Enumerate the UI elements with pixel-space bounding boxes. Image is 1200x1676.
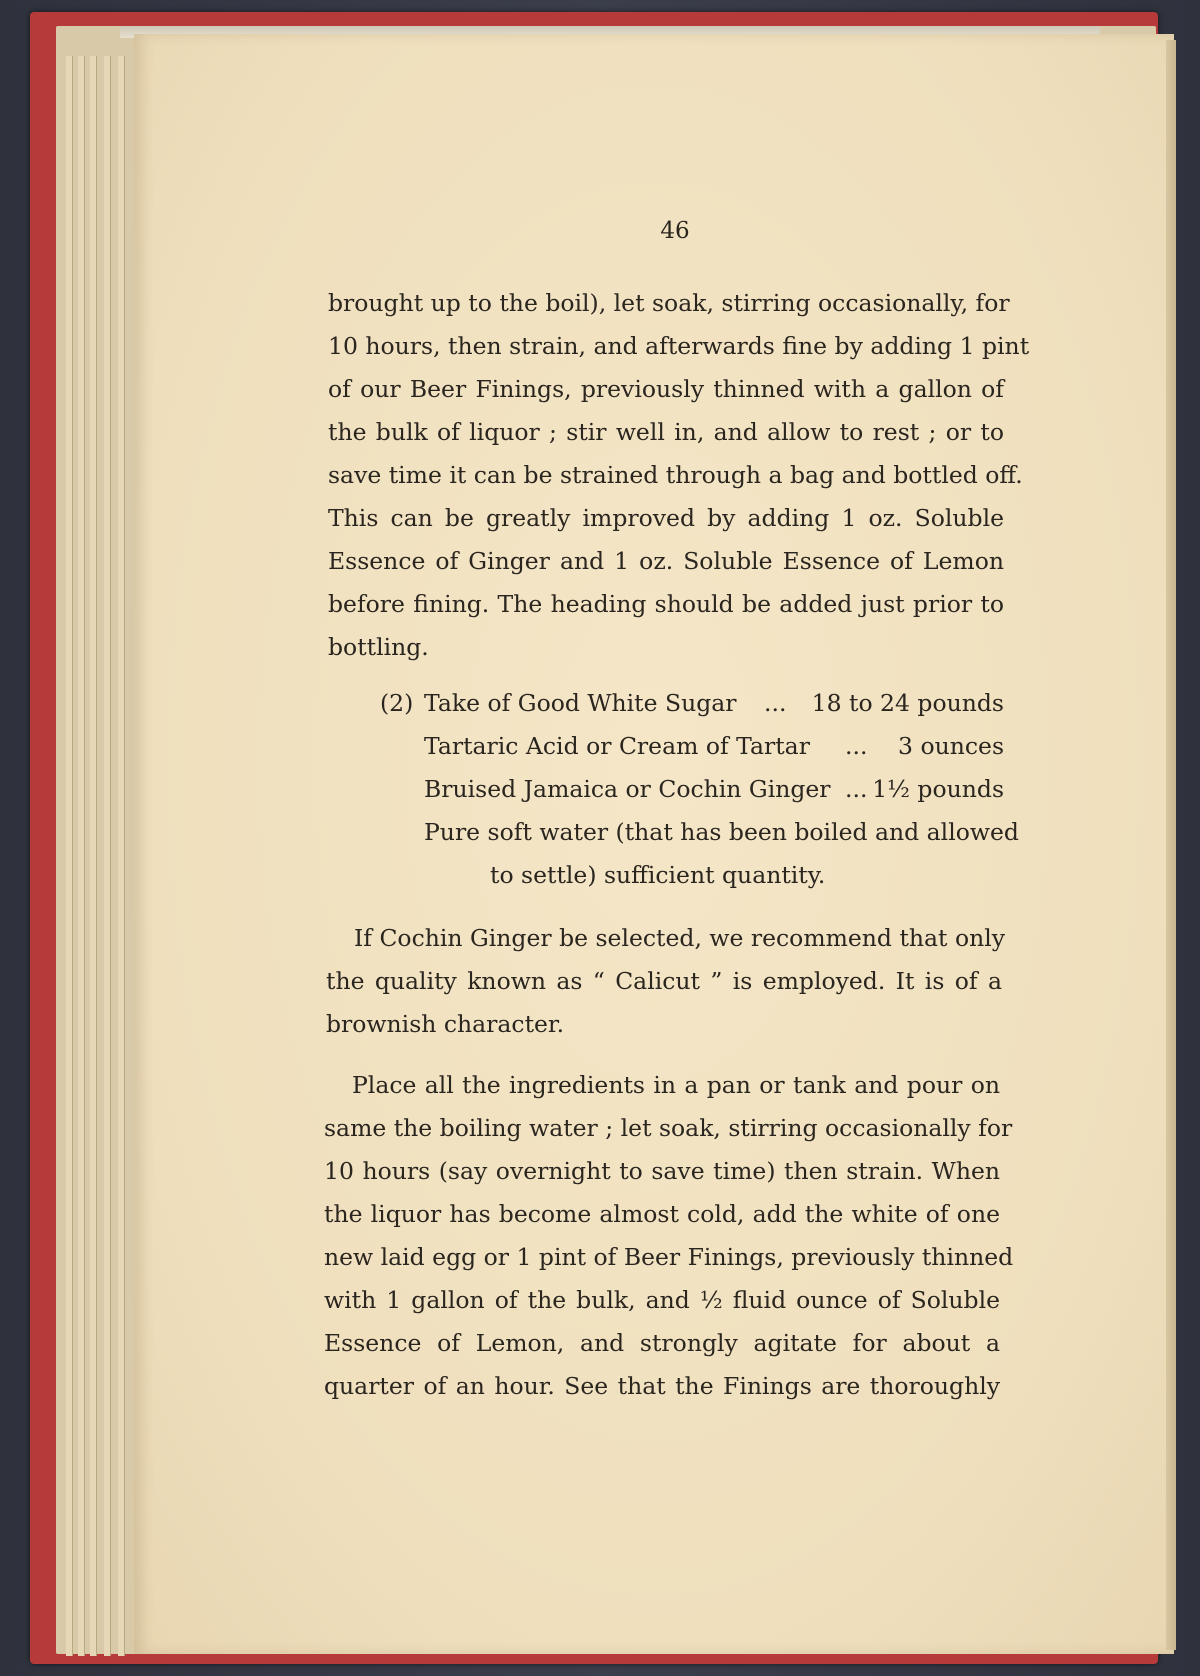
ingredient-amount: 18 to 24 pounds <box>811 689 1004 717</box>
text-line: the quality known as “ Calicut ” is employed. It is of a <box>326 967 1002 995</box>
ingredient-name: Bruised Jamaica or Cochin Ginger <box>424 775 831 803</box>
water-line: Pure soft water (that has been boiled and allowed <box>424 818 1019 846</box>
leaf-edge <box>118 56 125 1656</box>
text-line: same the boiling water ; let soak, stirring occasionally for <box>324 1114 1013 1142</box>
text-line: of our Beer Finings, previously thinned with a gallon of <box>328 375 1004 403</box>
text-line: bottling. <box>328 633 429 661</box>
text-line: the liquor has become almost cold, add the white of one <box>324 1200 1000 1228</box>
leader-dots: ... <box>845 732 868 760</box>
text-line: Essence of Lemon, and strongly agitate for about a <box>324 1329 1000 1357</box>
text-line: before fining. The heading should be added just prior to <box>328 590 1004 618</box>
text-line: save time it can be strained through a bag and bottled off. <box>328 461 1023 489</box>
text-line: Essence of Ginger and 1 oz. Soluble Essence of Lemon <box>328 547 1004 575</box>
right-page-edge <box>1166 40 1176 1650</box>
ingredient-name: Tartaric Acid or Cream of Tartar <box>424 732 810 760</box>
text-line: Place all the ingredients in a pan or tank and pour on <box>352 1071 1000 1099</box>
page-number: 46 <box>660 218 690 244</box>
leaf-edge <box>66 56 73 1656</box>
recipe-row <box>380 774 1004 804</box>
text-line: quarter of an hour. See that the Finings are thoroughly <box>324 1372 1000 1400</box>
water-line: to settle) sufficient quantity. <box>490 861 826 889</box>
text-line: This can be greatly improved by adding 1 oz. Soluble <box>328 504 1004 532</box>
leaf-edge <box>90 56 97 1656</box>
recipe-number: (2) <box>380 689 414 717</box>
ingredient-amount: 1½ pounds <box>872 775 1004 803</box>
recipe-row <box>380 688 1004 718</box>
leader-dots: ... <box>764 689 787 717</box>
ingredient-amount: 3 ounces <box>898 732 1004 760</box>
text-line: with 1 gallon of the bulk, and ½ fluid ounce of Soluble <box>324 1286 1000 1314</box>
text-line: new laid egg or 1 pint of Beer Finings, previously thinned <box>324 1243 1014 1271</box>
recipe-row <box>380 860 1004 890</box>
leaf-edge <box>104 56 111 1656</box>
recipe-row <box>380 817 1019 847</box>
ingredient-name: Take of Good White Sugar <box>424 689 737 717</box>
recipe-row <box>380 731 1004 761</box>
text-line: 10 hours, then strain, and afterwards fine by adding 1 pint <box>328 332 1030 360</box>
text-line: brownish character. <box>326 1010 565 1038</box>
text-line: If Cochin Ginger be selected, we recommend that only <box>354 924 1006 952</box>
leader-dots: ... <box>845 775 868 803</box>
text-line: brought up to the boil), let soak, stirring occasionally, for <box>328 289 1010 317</box>
text-line: the bulk of liquor ; stir well in, and allow to rest ; or to <box>328 418 1004 446</box>
leaf-edge <box>78 56 85 1656</box>
text-line: 10 hours (say overnight to save time) then strain. When <box>324 1157 1000 1185</box>
